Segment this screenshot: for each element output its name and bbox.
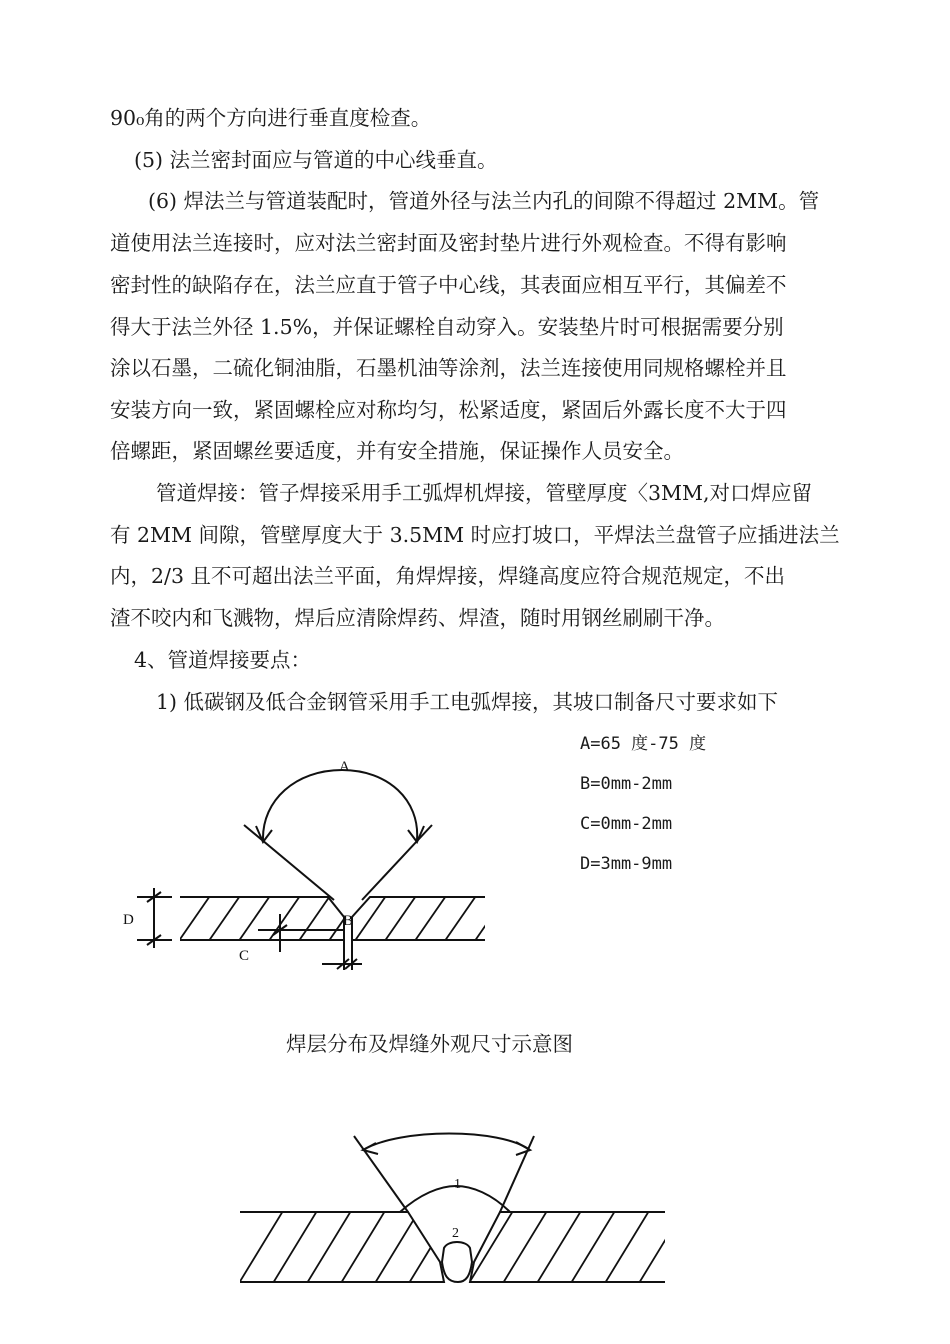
section-heading-welding-points: 4、管道焊接要点： xyxy=(134,648,312,672)
paragraph-perpendicular-check: 90₀角的两个方向进行垂直度检查。 xyxy=(110,106,432,130)
paragraph-pipe-welding-line-4: 渣不咬内和飞溅物，焊后应清除焊药、焊渣，随时用钢丝刷刷干净。 xyxy=(110,606,725,630)
paragraph-item-6-line-4: 得大于法兰外径 1.5%，并保证螺栓自动穿入。安装垫片时可根据需要分别 xyxy=(110,315,784,339)
weld-root-layer-2 xyxy=(442,1242,472,1282)
paragraph-item-6-line-5: 涂以石墨，二硫化铜油脂，石墨机油等涂剂，法兰连接使用同规格螺栓并且 xyxy=(110,356,787,380)
paragraph-item-6-line-1: (6) 焊法兰与管道装配时，管道外径与法兰内孔的间隙不得超过 2MM。管 xyxy=(148,189,820,213)
spec-thickness-d: D=3mm-9mm xyxy=(580,854,673,874)
spec-angle-a: A=65 度-75 度 xyxy=(580,734,707,754)
paragraph-pipe-welding-line-3: 内，2/3 且不可超出法兰平面，角焊焊接，焊缝高度应符合规范规定，不出 xyxy=(110,564,786,588)
paragraph-item-6-line-6: 安装方向一致，紧固螺栓应对称均匀，松紧适度，紧固后外露长度不大于四 xyxy=(110,398,787,422)
right-plate2-outline xyxy=(470,1212,665,1282)
paragraph-item-6-line-2: 道使用法兰连接时，应对法兰密封面及密封垫片进行外观检查。不得有影响 xyxy=(110,231,787,255)
diagram-label-a: A xyxy=(339,759,350,775)
diagram-label-d: D xyxy=(123,912,134,928)
width-arrow-right xyxy=(516,1142,530,1155)
width-extension-right xyxy=(500,1136,534,1212)
figure-caption: 焊层分布及焊缝外观尺寸示意图 xyxy=(286,1032,573,1056)
weld-width-arc xyxy=(363,1134,530,1151)
paragraph-item-6-line-3: 密封性的缺陷存在，法兰应直于管子中心线，其表面应相互平行，其偏差不 xyxy=(110,273,787,297)
diagram-label-c: C xyxy=(239,948,250,964)
spec-root-c: C=0mm-2mm xyxy=(580,814,673,834)
left-plate2-hatching xyxy=(236,1206,456,1288)
layer-label-1: 1 xyxy=(454,1177,461,1192)
paragraph-item-6-line-7: 倍螺距，紧固螺丝要适度，并有安全措施，保证操作人员安全。 xyxy=(110,439,684,463)
paragraph-item-5: (5) 法兰密封面应与管道的中心线垂直。 xyxy=(134,148,498,172)
right-plate2-hatching xyxy=(466,1206,686,1288)
width-extension-left xyxy=(354,1136,408,1212)
paragraph-pipe-welding-line-2: 有 2MM 间隙，管壁厚度大于 3.5MM 时应打坡口，平焊法兰盘管子应插进法兰 xyxy=(110,523,840,547)
layer-label-2: 2 xyxy=(452,1226,459,1241)
diagram-label-b: B xyxy=(343,913,354,929)
left-plate2-outline xyxy=(240,1212,444,1282)
paragraph-bevel-requirements: 1) 低碳钢及低合金钢管采用手工电弧焊接，其坡口制备尺寸要求如下 xyxy=(156,690,779,714)
spec-gap-b: B=0mm-2mm xyxy=(580,774,673,794)
paragraph-pipe-welding-line-1: 管道焊接：管子焊接采用手工弧焊机焊接，管壁厚度〈3MM,对口焊应留 xyxy=(156,481,813,505)
